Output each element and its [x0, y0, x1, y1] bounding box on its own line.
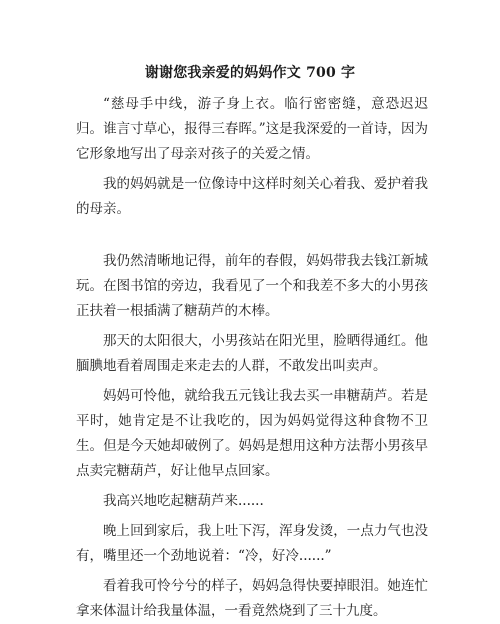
paragraph: 我高兴地吃起糖葫芦来...... [103, 493, 264, 509]
paragraph: “慈母手中线，游子身上衣。临行密密缝，意恐迟迟归。谁言寸草心，报得三春晖。”这是我深爱的一首诗，因为它形象地写出了母亲对孩子的关爱之情。 [76, 96, 428, 162]
paragraph: 我的妈妈就是一位像诗中这样时刻关心着我、爱护着我的母亲。 [76, 176, 428, 217]
paragraph: 那天的太阳很大，小男孩站在阳光里，脸晒得通红。他腼腆地看着周围走来走去的人群，不敢发出叫卖声。 [76, 333, 428, 374]
document-body [76, 92, 428, 624]
paragraph: 晚上回到家后，我上吐下泻，浑身发烫，一点力气也没有，嘴里还一个劲地说着：“冷，好冷......” [76, 523, 428, 564]
paragraph: 我仍然清晰地记得，前年的春假，妈妈带我去钱江新城玩。在图书馆的旁边，我看见了一个和我差不多大的小男孩正扶着一根插满了糖葫芦的木棒。 [76, 253, 428, 319]
paragraph: 妈妈可怜他，就给我五元钱让我去买一串糖葫芦。若是平时，她肯定是不让我吃的，因为妈妈觉得这种食物不卫生。但是今天她却破例了。妈妈是想用这种方法帮小男孩早点卖完糖葫芦，好让他早点回家。 [76, 388, 428, 479]
document-title: 谢谢您我亲爱的妈妈作文 700 字 [144, 65, 356, 81]
paragraph: 看着我可怜兮兮的样子，妈妈急得快要掉眼泪。她连忙拿来体温计给我量体温，一看竟然烧到了三十九度。 [76, 578, 428, 619]
